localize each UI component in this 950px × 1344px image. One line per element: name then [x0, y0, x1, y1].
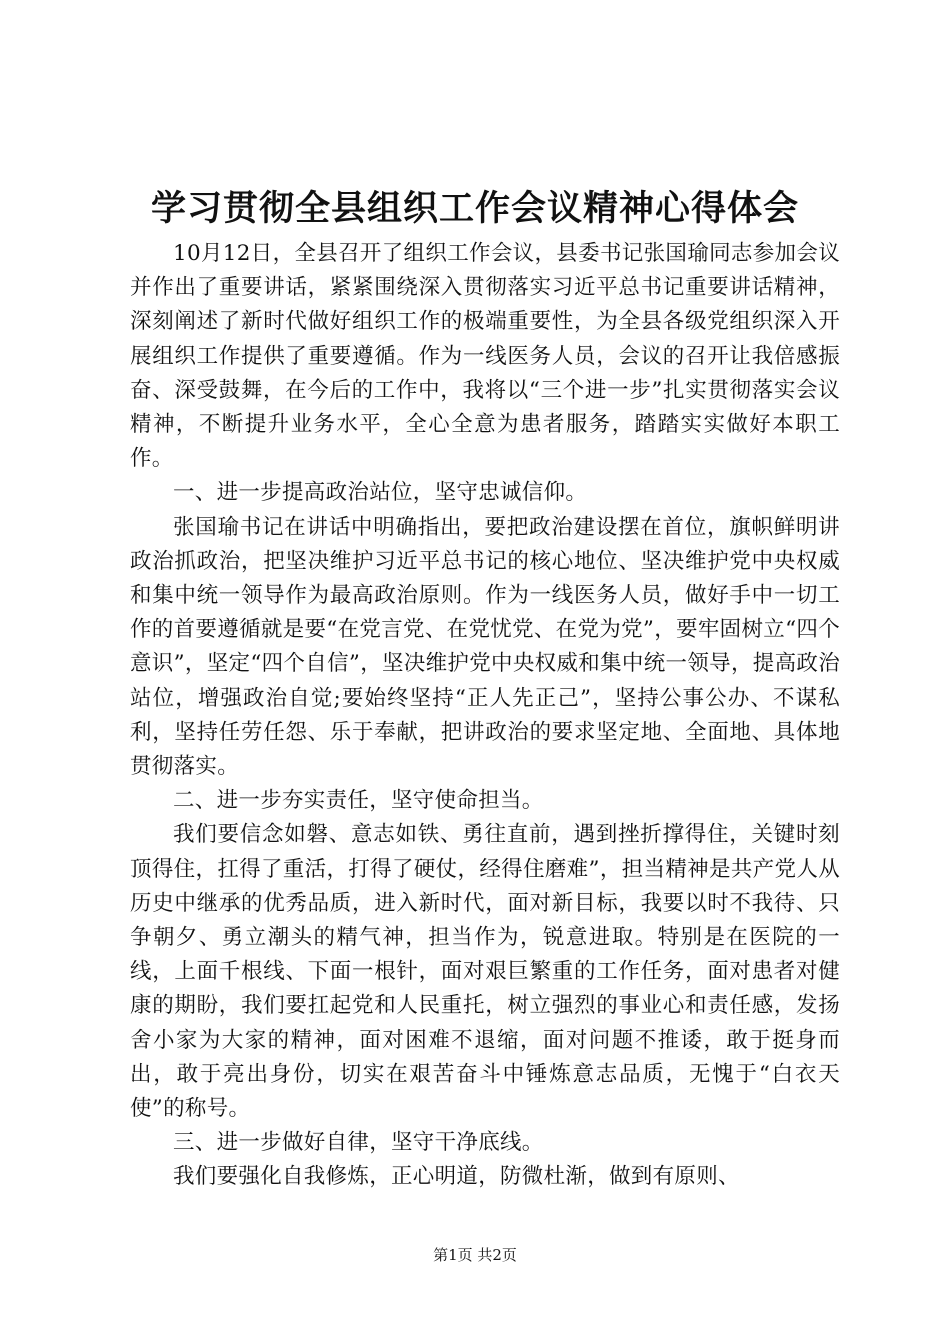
- intro-paragraph: 10月12日，全县召开了组织工作会议，县委书记张国瑜同志参加会议并作出了重要讲话，紧紧围绕深入贯彻落实习近平总书记重要讲话精神，深刻阐述了新时代做好组织工作的极端重要性，为全县各级党组织深入开展组织工作提供了重要遵循。作为一线医务人员，会议的召开让我倍感振奋、深受鼓舞，在今后的工作中，我将以“三个进一步”扎实贯彻落实会议精神，不断提升业务水平，全心全意为患者服务，踏踏实实做好本职工作。: [130, 241, 840, 472]
- document-body: [130, 237, 840, 1195]
- section-1-paragraph: 张国瑜书记在讲话中明确指出，要把政治建设摆在首位，旗帜鲜明讲政治抓政治，把坚决维护习近平总书记的核心地位、坚决维护党中央权威和集中统一领导作为最高政治原则。作为一线医务人员，做好手中一切工作的首要遵循就是要“在党言党、在党忧党、在党为党”，要牢固树立“四个意识”，坚定“四个自信”，坚决维护党中央权威和集中统一领导，提高政治站位，增强政治自觉;要始终坚持“正人先正己”，坚持公事公办、不谋私利，坚持任劳任怨、乐于奉献，把讲政治的要求坚定地、全面地、具体地贯彻落实。: [130, 514, 840, 780]
- section-heading-2: 二、进一步夯实责任，坚守使命担当。: [173, 788, 544, 814]
- section-3-paragraph: 我们要强化自我修炼，正心明道，防微杜渐，做到有原则、: [173, 1164, 740, 1190]
- page-number-footer: 第1页 共2页: [433, 1246, 517, 1264]
- section-heading-1: 一、进一步提高政治站位，坚守忠诚信仰。: [173, 480, 588, 506]
- section-2-paragraph: 我们要信念如磐、意志如铁、勇往直前，遇到挫折撑得住，关键时刻顶得住，扛得了重活，打得了硬仗，经得住磨难”，担当精神是共产党人从历史中继承的优秀品质，进入新时代，面对新目标，我要以时不我待、只争朝夕、勇立潮头的精气神，担当作为，锐意进取。特别是在医院的一线，上面千根线、下面一根针，面对艰巨繁重的工作任务，面对患者对健康的期盼，我们要扛起党和人民重托，树立强烈的事业心和责任感，发扬舍小家为大家的精神，面对困难不退缩，面对问题不推诿，敢于挺身而出，敢于亮出身份，切实在艰苦奋斗中锤炼意志品质，无愧于“白衣天使”的称号。: [130, 822, 840, 1122]
- section-heading-3: 三、进一步做好自律，坚守干净底线。: [173, 1130, 544, 1156]
- document-title: 学习贯彻全县组织工作会议精神心得体会: [150, 188, 799, 229]
